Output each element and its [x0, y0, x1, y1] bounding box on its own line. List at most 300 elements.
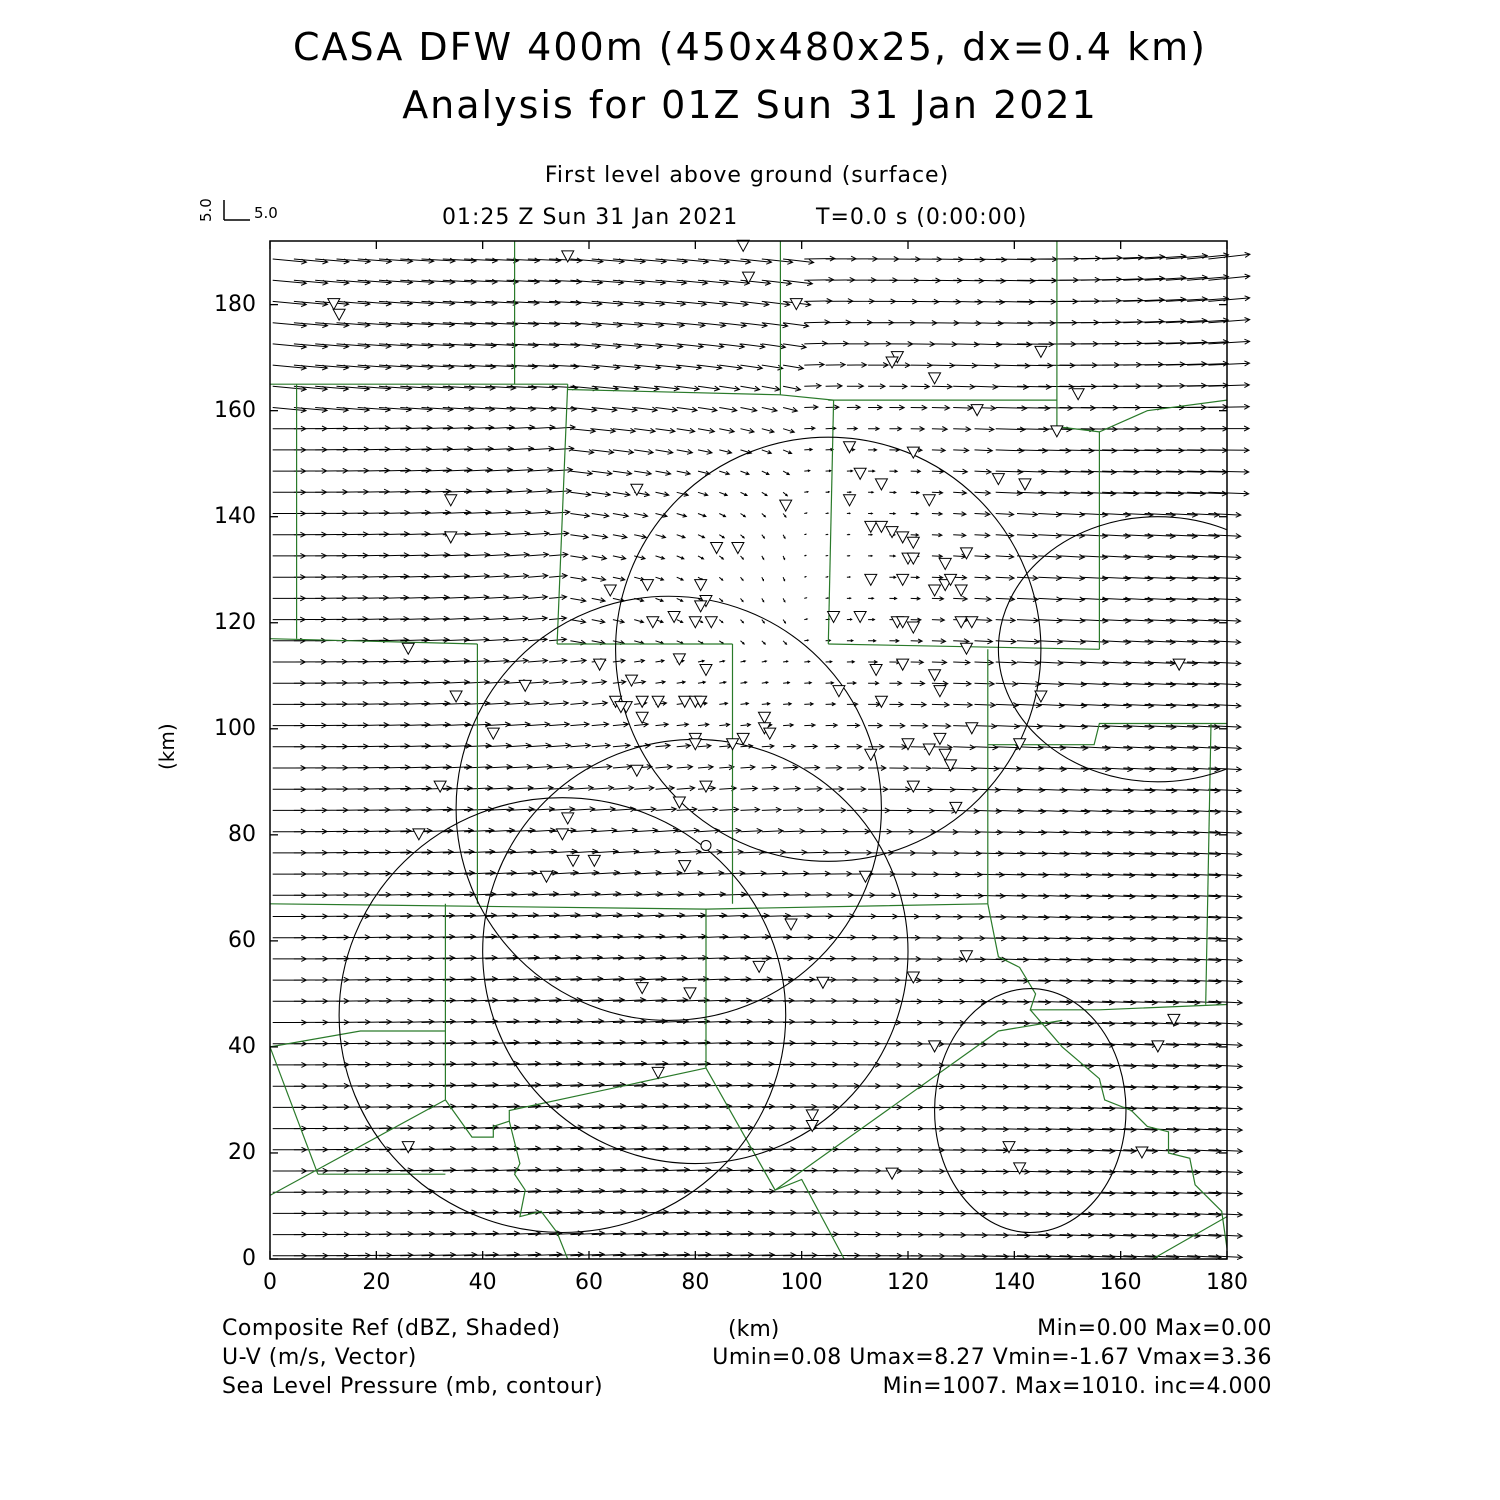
station-marker-icon: [450, 691, 462, 702]
station-marker-icon: [588, 855, 600, 866]
wind-vector: [762, 765, 776, 770]
wind-vector: [889, 787, 910, 792]
station-marker-icon: [865, 521, 877, 532]
wind-vector: [804, 383, 821, 388]
wind-vector: [847, 702, 858, 706]
wind-vector: [868, 723, 882, 728]
wind-vector: [826, 682, 834, 685]
wind-vector: [1060, 576, 1085, 581]
wind-vector: [783, 386, 800, 391]
station-marker-icon: [897, 574, 909, 585]
wind-vector: [613, 619, 624, 623]
wind-vector: [847, 661, 854, 664]
wind-vector: [975, 512, 990, 517]
pressure-contour: [339, 798, 786, 1233]
wind-vector: [868, 787, 888, 792]
wind-vector: [996, 427, 1025, 432]
wind-vector: [1060, 618, 1085, 623]
wind-vector: [911, 808, 935, 813]
wind-vector: [932, 491, 943, 495]
station-marker-icon: [519, 680, 531, 691]
wind-vector: [698, 641, 703, 644]
wind-vector: [1123, 298, 1164, 303]
wind-vector: [783, 641, 786, 644]
wind-vector: [996, 385, 1028, 390]
wind-vector: [826, 513, 829, 514]
wind-vector: [1038, 703, 1064, 708]
wind-vector: [783, 786, 800, 791]
wind-vector: [868, 341, 891, 346]
wind-vector: [889, 427, 901, 431]
wind-vector: [719, 828, 740, 833]
wind-vector: [549, 510, 570, 515]
wind-vector: [783, 598, 785, 601]
wind-vector: [698, 428, 714, 433]
wind-vector: [847, 341, 870, 346]
y-tick-label: 180: [214, 291, 256, 317]
x-tick-label: 60: [575, 1270, 603, 1295]
wind-vector: [1187, 361, 1228, 366]
wind-vector: [1145, 276, 1186, 281]
wind-vector: [1017, 512, 1038, 517]
wind-vector: [953, 702, 972, 707]
wind-vector: [783, 723, 793, 727]
wind-vector: [953, 448, 969, 453]
wind-vector: [1017, 660, 1040, 665]
wind-vector: [634, 659, 644, 663]
wind-vector: [677, 471, 691, 476]
county-boundary: [706, 1020, 1062, 1190]
wind-vector: [847, 555, 850, 556]
wind-vector: [698, 365, 722, 370]
wind-vector: [634, 534, 646, 538]
station-marker-icon: [939, 749, 951, 760]
wind-vector: [656, 723, 669, 727]
x-tick-label: 0: [263, 1270, 277, 1295]
wind-vector: [762, 807, 781, 812]
wind-vector: [592, 807, 615, 812]
wind-vector: [634, 471, 651, 476]
wind-vector: [826, 703, 836, 706]
wind-vector: [868, 363, 888, 368]
y-tick-label: 80: [228, 821, 256, 847]
x-tick-label: 40: [468, 1270, 497, 1295]
y-tick-label: 20: [228, 1139, 256, 1165]
wind-vector: [868, 660, 877, 663]
wind-vector: [719, 492, 727, 495]
wind-vector: [932, 639, 946, 644]
wind-vector: [911, 702, 926, 707]
wind-vector: [677, 786, 695, 791]
wind-vector: [847, 850, 872, 855]
wind-vector: [1208, 274, 1249, 280]
wind-vector: [953, 660, 970, 665]
wind-vector: [826, 555, 828, 556]
station-marker-icon: [854, 611, 866, 622]
wind-vector: [932, 363, 955, 368]
station-marker-icon: [689, 617, 701, 628]
wind-vector: [613, 786, 634, 791]
wind-vector: [741, 765, 755, 770]
wind-vector: [783, 977, 814, 982]
station-marker-icon: [1035, 346, 1047, 357]
wind-vector: [847, 787, 866, 792]
wind-vector: [804, 362, 824, 367]
station-marker-icon: [764, 728, 776, 739]
wind-vector: [783, 407, 797, 412]
wind-vector: [656, 556, 665, 559]
wind-vector: [719, 786, 736, 791]
wind-vector: [719, 765, 734, 770]
station-marker-icon: [806, 1110, 818, 1121]
wind-vector: [719, 386, 739, 391]
wind-vector: [868, 427, 879, 431]
wind-vector: [507, 616, 528, 621]
wind-vector: [826, 808, 846, 813]
wind-vector: [507, 595, 528, 600]
wind-vector: [570, 513, 589, 518]
wind-vector: [889, 470, 897, 473]
wind-vector: [656, 660, 665, 663]
station-marker-icon: [695, 601, 707, 612]
x-tick-label: 120: [887, 1270, 929, 1295]
wind-vector: [889, 808, 912, 813]
wind-vector: [741, 661, 746, 663]
wind-vector: [996, 681, 1018, 686]
station-marker-icon: [673, 654, 685, 665]
wind-vector: [889, 555, 895, 557]
wind-vector: [656, 681, 666, 684]
wind-vector: [570, 471, 592, 476]
wind-vector: [847, 640, 853, 642]
wind-vector: [847, 598, 851, 599]
wind-vector: [762, 492, 767, 495]
wind-vector: [634, 722, 648, 727]
wind-vector: [911, 660, 924, 664]
wind-vector: [826, 362, 846, 367]
wind-vector: [762, 786, 779, 791]
wind-vector: [592, 786, 614, 791]
station-marker-icon: [636, 983, 648, 994]
wind-vector: [741, 682, 747, 684]
station-marker-icon: [897, 659, 909, 670]
wind-vector: [847, 744, 862, 749]
wind-vector: [656, 786, 675, 791]
wind-vector: [1060, 661, 1086, 666]
station-marker-icon: [886, 357, 898, 368]
wind-vector: [847, 829, 870, 834]
wind-vector: [783, 998, 815, 1003]
wind-vector: [741, 535, 745, 538]
wind-vector: [975, 448, 993, 453]
wind-vector: [804, 341, 827, 346]
wind-vector: [613, 428, 635, 433]
wind-vector: [804, 491, 808, 492]
station-marker-icon: [939, 558, 951, 569]
wind-vector: [613, 680, 626, 684]
station-marker-icon: [886, 1168, 898, 1179]
wind-vector: [975, 745, 998, 750]
wind-vector: [911, 363, 932, 368]
wind-vector: [975, 554, 990, 559]
footer-right-1: Min=0.00 Max=0.00: [1037, 1316, 1272, 1341]
wind-vector: [953, 363, 977, 368]
station-marker-icon: [971, 405, 983, 416]
station-marker-icon: [966, 617, 978, 628]
footer-left-2: U-V (m/s, Vector): [222, 1345, 417, 1370]
y-tick-label: 60: [228, 927, 256, 953]
wind-vector: [826, 765, 842, 770]
wind-vector: [613, 492, 630, 497]
wind-vector: [549, 574, 567, 579]
footer-right-2: Umin=0.08 Umax=8.27 Vmin=-1.67 Vmax=3.36: [712, 1345, 1272, 1370]
wind-vector: [932, 808, 957, 813]
station-marker-icon: [929, 373, 941, 384]
wind-vector: [719, 850, 743, 855]
wind-vector: [634, 786, 654, 791]
wind-vector: [975, 469, 992, 474]
x-tick-label: 160: [1099, 1270, 1142, 1295]
wind-vector: [762, 744, 774, 748]
station-marker-icon: [854, 468, 866, 479]
wind-vector: [1038, 533, 1061, 538]
wind-vector: [804, 723, 815, 727]
wind-vector: [698, 449, 712, 454]
wind-vector: [549, 680, 567, 685]
wind-vector: [783, 703, 791, 706]
wind-vector: [656, 535, 666, 539]
wind-vector: [762, 682, 768, 684]
station-marker-icon: [567, 855, 579, 866]
wind-vector: [613, 577, 625, 581]
wind-vector: [826, 723, 838, 727]
county-boundary: [270, 1031, 445, 1047]
wind-vector: [549, 701, 568, 706]
wind-vector: [1060, 512, 1085, 517]
footer-left-1: Composite Ref (dBZ, Shaded): [222, 1316, 561, 1341]
wind-vector: [868, 639, 876, 642]
station-marker-icon: [594, 659, 606, 670]
station-marker-icon: [945, 760, 957, 771]
footer-right-3: Min=1007. Max=1010. inc=4.000: [882, 1374, 1272, 1399]
wind-vector: [953, 512, 966, 517]
station-marker-icon: [604, 585, 616, 596]
wind-vector: [656, 428, 675, 433]
station-marker-icon: [333, 309, 345, 320]
wind-vector: [911, 405, 927, 410]
pressure-contour: [456, 596, 881, 1020]
wind-vector: [549, 722, 569, 727]
wind-vector: [889, 702, 903, 707]
wind-vector: [719, 556, 723, 559]
wind-vector: [996, 363, 1030, 368]
wind-vector-field: [273, 252, 1250, 1259]
wind-vector: [1038, 618, 1062, 623]
wind-vector: [1123, 255, 1164, 260]
wind-vector: [975, 639, 993, 644]
wind-vector: [1060, 555, 1085, 560]
station-marker-icon: [753, 961, 765, 972]
wind-vector: [762, 471, 769, 474]
wind-vector: [677, 386, 700, 391]
wind-vector: [613, 764, 632, 769]
wind-vector: [1145, 319, 1186, 324]
wind-vector: [613, 555, 626, 560]
wind-vector: [996, 512, 1014, 517]
wind-vector: [570, 450, 593, 455]
wind-vector: [804, 640, 808, 641]
wind-vector: [719, 641, 723, 644]
wind-vector: [677, 556, 684, 559]
wind-vector: [549, 552, 568, 557]
station-marker-icon: [907, 972, 919, 983]
wind-vector: [868, 618, 874, 620]
wind-vector: [1038, 576, 1061, 581]
wind-vector: [1060, 639, 1086, 644]
wind-vector: [975, 660, 994, 665]
wind-vector: [656, 407, 678, 412]
wind-vector: [911, 491, 919, 494]
wind-vector: [719, 702, 727, 705]
wind-vector: [698, 514, 706, 517]
x-axis-label: (km): [728, 1317, 780, 1342]
wind-vector: [783, 1019, 816, 1024]
wind-vector: [889, 491, 896, 493]
wind-vector: [719, 535, 724, 538]
wind-vector: [932, 660, 947, 665]
wind-vector: [1187, 275, 1228, 281]
wind-vector: [826, 829, 848, 834]
wind-vector: [953, 533, 966, 537]
wind-vector: [698, 407, 717, 412]
wind-vector: [932, 555, 942, 559]
wind-vector: [783, 892, 810, 897]
forecast-time: T=0.0 s (0:00:00): [816, 205, 1028, 230]
wind-vector: [741, 492, 748, 495]
wind-vector: [677, 723, 689, 727]
wind-vector: [762, 365, 783, 370]
wind-vector: [762, 535, 765, 538]
wind-vector: [889, 384, 907, 389]
wind-vector: [868, 681, 879, 685]
wind-vector: [783, 556, 785, 560]
wind-vector: [804, 682, 811, 685]
wind-vector: [847, 534, 850, 535]
wind-vector: [741, 807, 760, 812]
wind-vector: [741, 723, 751, 727]
footer-left-3: Sea Level Pressure (mb, contour): [222, 1374, 604, 1399]
x-tick-label: 100: [780, 1270, 823, 1295]
station-marker-icon: [700, 664, 712, 675]
wind-vector: [549, 489, 571, 494]
wind-vector: [932, 384, 952, 389]
county-boundary: [270, 904, 988, 909]
wind-vector: [889, 342, 912, 347]
wind-vector: [570, 428, 595, 433]
level-label: First level above ground (surface): [544, 163, 950, 188]
station-marker-icon: [934, 686, 946, 697]
county-boundary: [270, 1047, 318, 1174]
wind-vector: [804, 534, 806, 535]
wind-vector: [507, 574, 529, 579]
wind-vector: [783, 450, 792, 454]
wind-vector: [762, 450, 772, 454]
wind-vector: [847, 384, 864, 389]
station-marker-icon: [626, 675, 638, 686]
wind-vector: [719, 365, 742, 370]
wind-vector: [1038, 639, 1062, 644]
wind-vector: [698, 723, 709, 727]
wind-vector: [1102, 255, 1143, 260]
wind-vector: [698, 828, 720, 833]
wind-vector: [592, 492, 611, 497]
station-marker-icon: [700, 781, 712, 792]
wind-vector: [592, 576, 606, 581]
station-marker-icon: [689, 739, 701, 750]
wind-vector: [889, 576, 895, 578]
wind-vector: [826, 850, 850, 855]
wind-vector: [975, 490, 991, 495]
wind-vector: [656, 598, 664, 601]
y-tick-label: 140: [214, 503, 256, 529]
wind-vector: [762, 829, 783, 834]
wind-vector: [868, 405, 882, 410]
station-marker-icon: [636, 696, 648, 707]
wind-vector: [528, 531, 549, 536]
wind-vector: [719, 450, 731, 454]
wind-vector: [868, 534, 872, 535]
wind-vector: [1038, 660, 1062, 665]
wind-vector: [847, 405, 860, 410]
wind-vector: [613, 807, 635, 812]
wind-vector: [1038, 512, 1061, 517]
wind-vector: [528, 552, 549, 557]
wind-vector: [804, 850, 828, 855]
wind-vector: [762, 577, 764, 580]
station-marker-icon: [1136, 1147, 1148, 1158]
title-line-2: Analysis for 01Z Sun 31 Jan 2021: [402, 83, 1098, 127]
station-marker-icon: [960, 643, 972, 654]
wind-vector: [975, 703, 996, 708]
wind-vector: [975, 724, 997, 729]
wind-vector: [656, 492, 669, 497]
wind-vector: [698, 744, 711, 749]
wind-vector: [953, 406, 972, 411]
wind-vector: [783, 620, 785, 623]
wind-vector: [996, 533, 1014, 538]
wind-vector: [656, 765, 673, 770]
station-marker-icon: [673, 797, 685, 808]
wind-vector: [1187, 340, 1228, 345]
wind-vector: [719, 471, 729, 475]
wind-vector: [783, 744, 795, 748]
wind-vector: [677, 744, 691, 749]
station-marker-icon: [960, 548, 972, 559]
wind-vector: [677, 407, 697, 412]
station-marker-icon: [929, 670, 941, 681]
wind-vector: [570, 701, 587, 706]
county-boundary: [1206, 724, 1211, 1005]
wind-vector: [741, 471, 750, 475]
wind-vector: [741, 386, 760, 391]
station-marker-icon: [1019, 479, 1031, 490]
wind-vector: [719, 577, 722, 580]
wind-vector: [783, 471, 789, 475]
wind-vector: [1166, 318, 1207, 323]
y-tick-label: 0: [242, 1246, 256, 1271]
wind-vector: [783, 850, 807, 855]
wind-vector: [826, 405, 839, 410]
